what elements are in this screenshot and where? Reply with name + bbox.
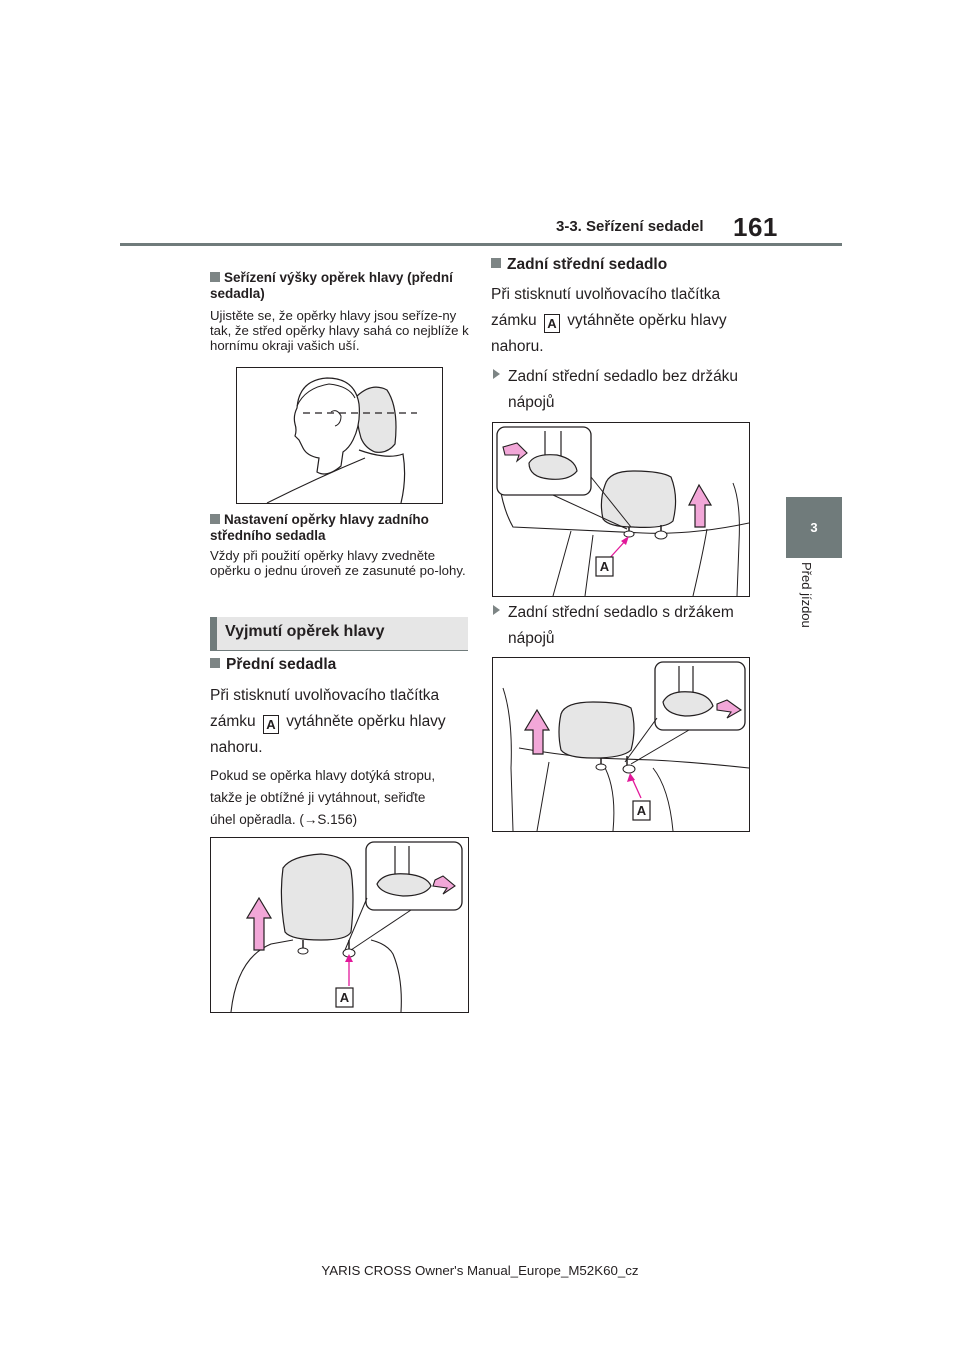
chapter-tab[interactable]: 3 <box>786 497 842 558</box>
label-a-badge: A <box>544 314 560 333</box>
bullet-with-cupholder: Zadní střední sedadlo s držákem nápojů <box>493 600 763 652</box>
figure-front-seat-removal <box>210 837 469 1013</box>
header-divider <box>120 243 842 246</box>
section-bar-removal <box>210 617 468 651</box>
square-bullet-icon <box>210 272 220 282</box>
footer-manual-id: YARIS CROSS Owner's Manual_Europe_M52K60_cz <box>321 1263 639 1278</box>
figure-head-position <box>236 367 443 504</box>
paragraph-rear-center-seat: Při stisknutí uvolňovacího tlačítka zámku A vytáhněte opěrku hlavy nahoru. <box>491 286 727 355</box>
square-bullet-icon <box>210 658 220 668</box>
figure-label-a: A <box>339 990 350 1005</box>
subheading-front-height: Seřízení výšky opěrek hlavy (přední sedadla) <box>210 270 453 301</box>
square-bullet-icon <box>491 258 501 268</box>
paragraph-front-seats: Při stisknutí uvolňovacího tlačítka zámku A vytáhněte opěrku hlavy nahoru. <box>210 687 446 756</box>
paragraph-rear-center: Vždy při použití opěrky hlavy zvedněte opěrku o jednu úroveň ze zasunuté po-lohy. <box>210 548 466 578</box>
figure-label-a: A <box>599 559 610 574</box>
figure-label-a: A <box>636 803 647 818</box>
page-number: 161 <box>733 212 778 242</box>
section-title: Vyjmutí opěrek hlavy <box>225 623 385 640</box>
triangle-bullet-icon <box>493 605 500 615</box>
subheading-rear-center: Nastavení opěrky hlavy zadního středního sedadla <box>210 512 429 543</box>
figure-rear-with-cupholder <box>492 657 750 832</box>
section-accent <box>210 617 217 650</box>
chapter-title: Před jízdou <box>799 562 814 628</box>
bullet-no-cupholder: Zadní střední sedadlo bez držáku nápojů <box>493 364 763 416</box>
subheading-rear-center-seat: Zadní střední sedadlo <box>491 256 667 274</box>
paragraph-front-height: Ujistěte se, že opěrky hlavy jsou seříze-ny tak, že střed opěrky hlavy sahá co nejblíže k hornímu okraji vašich uší. <box>210 308 469 353</box>
triangle-bullet-icon <box>493 369 500 379</box>
section-heading: 3-3. Seřízení sedadel <box>556 218 704 235</box>
label-a-badge: A <box>263 715 279 734</box>
square-bullet-icon <box>210 514 220 524</box>
figure-rear-no-cupholder <box>492 422 750 597</box>
note-front-seats: Pokud se opěrka hlavy dotýká stropu, takže je obtížné ji vytáhnout, seřiďte úhel opěradla. (→S.156) <box>210 768 436 827</box>
chapter-title-vertical <box>796 562 832 652</box>
subheading-front-seats: Přední sedadla <box>210 656 336 674</box>
